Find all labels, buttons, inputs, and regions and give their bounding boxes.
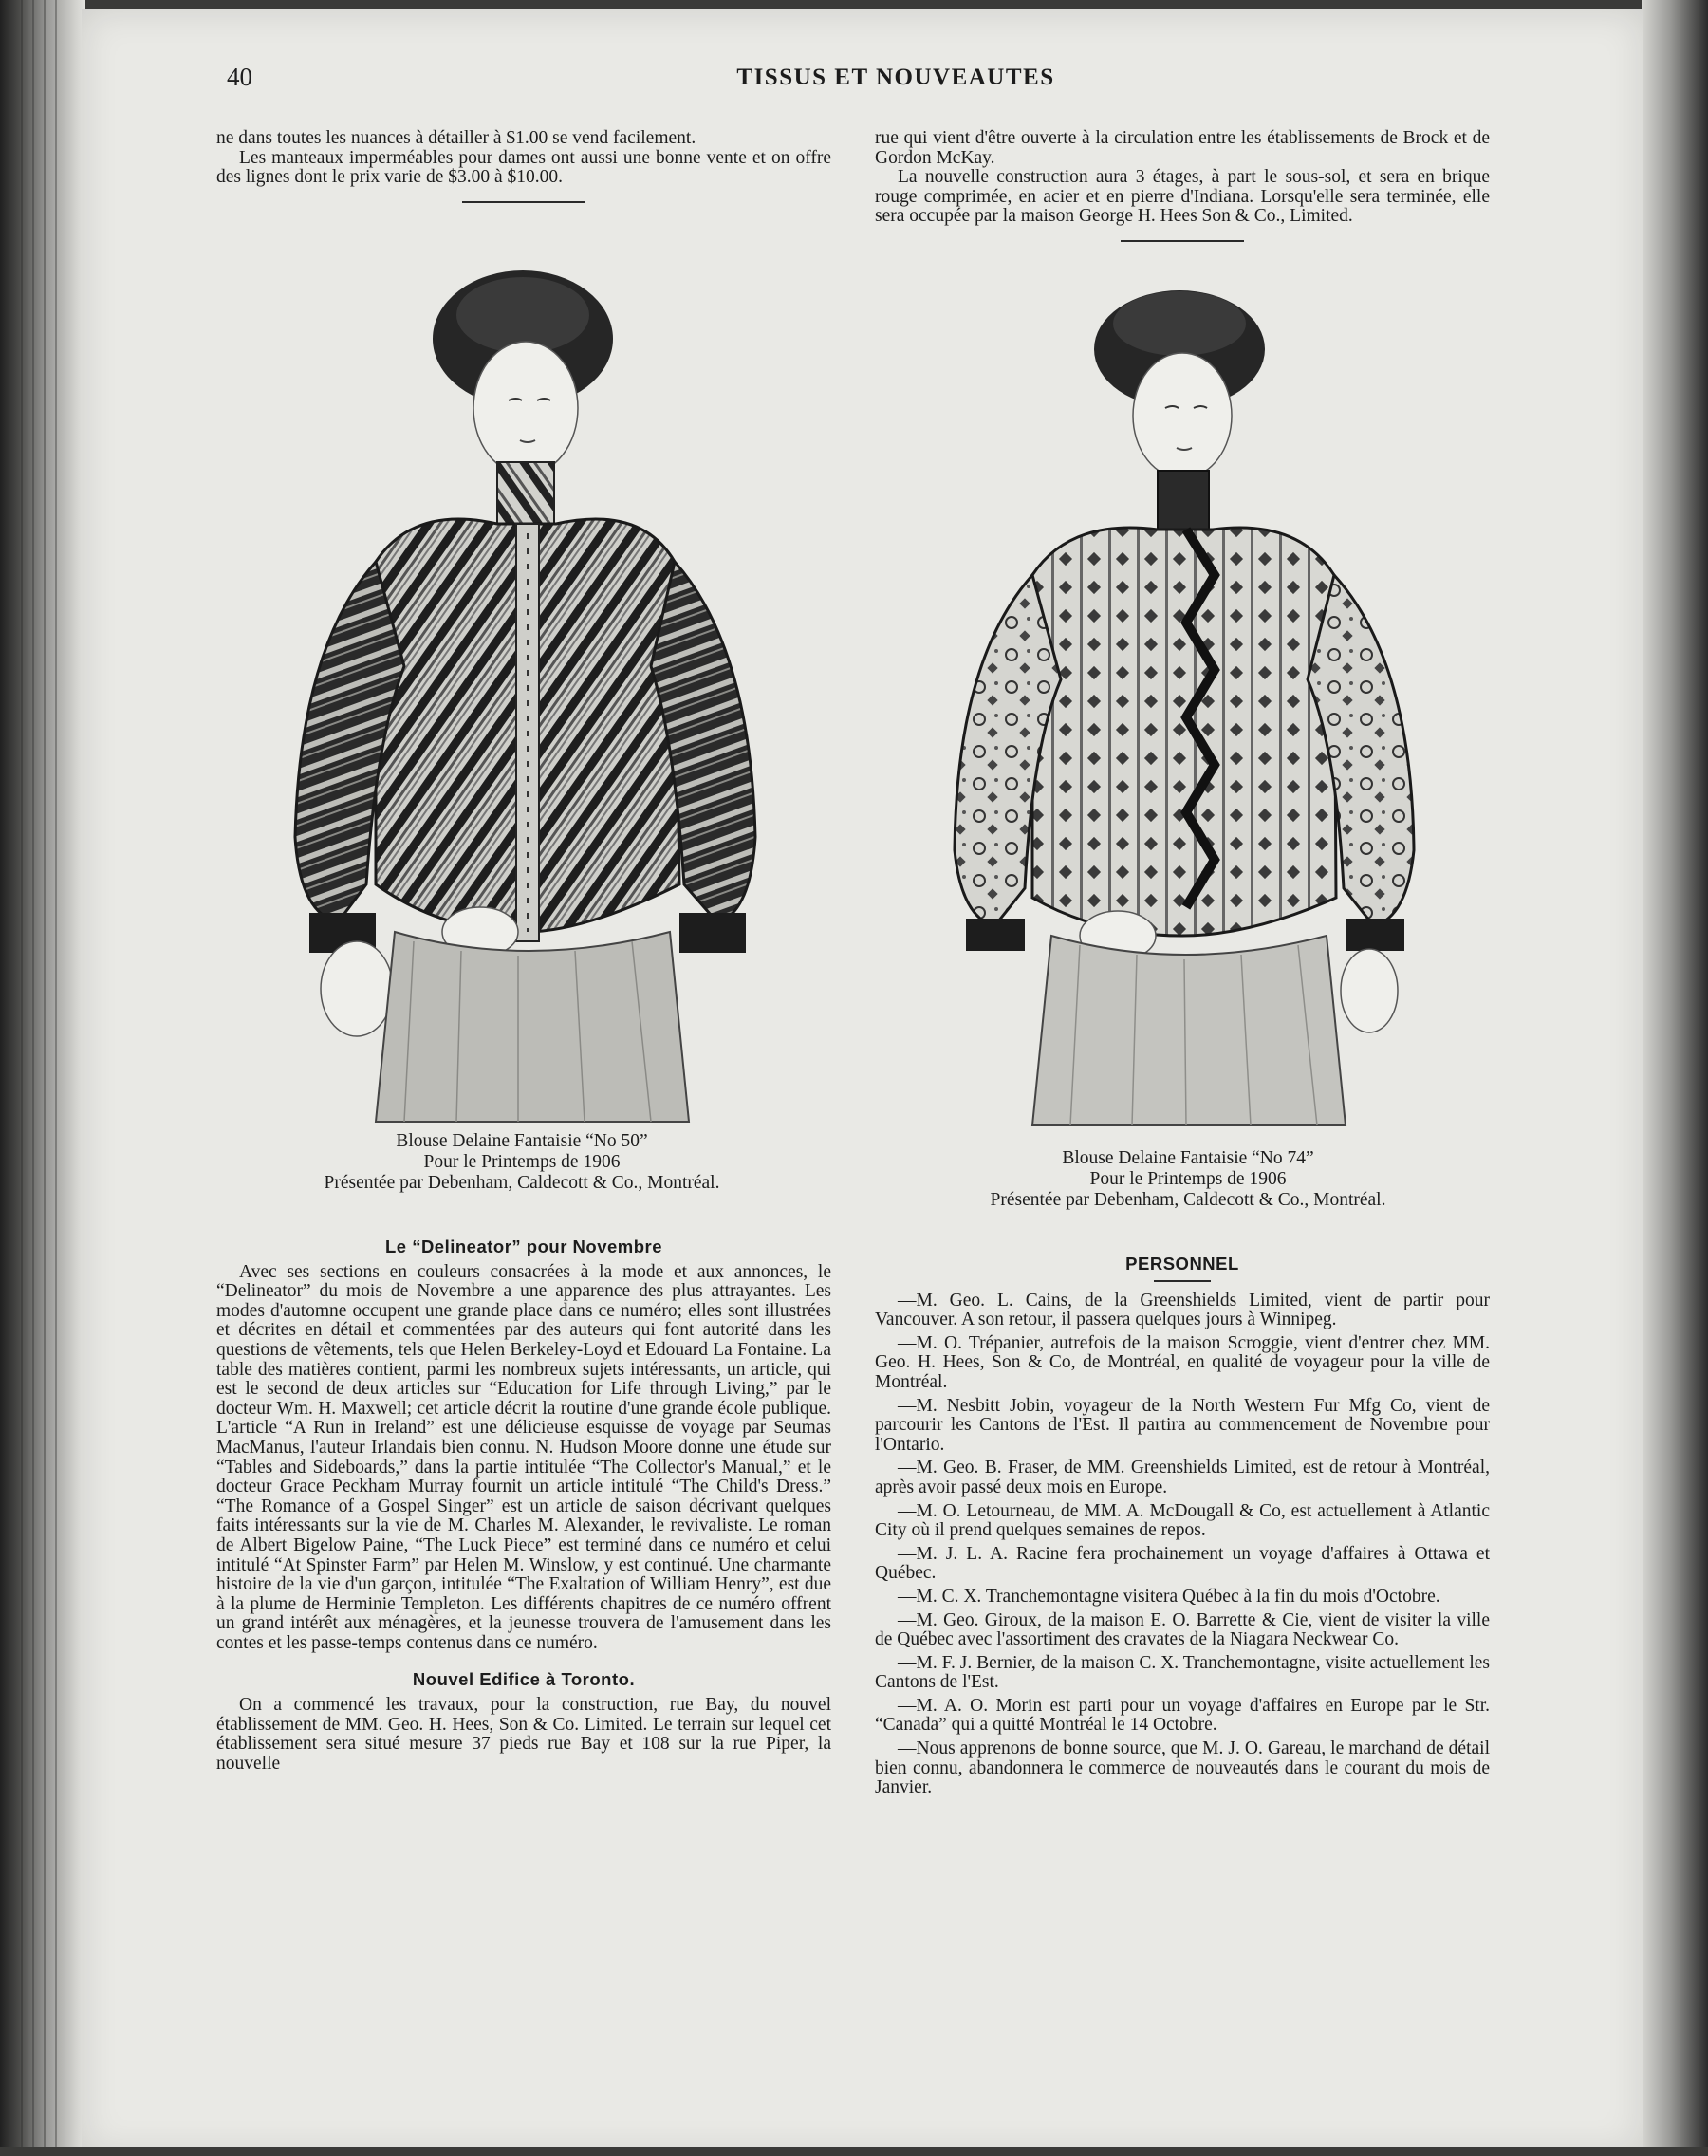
- left-intro-paragraph: Les manteaux imperméables pour dames ont aussi une bonne vente et on offre des lignes dont le prix varie de $3.00 à $10.00.: [216, 147, 831, 188]
- right-column-intro: [875, 129, 1490, 251]
- bottom-edge: [0, 2147, 1708, 2156]
- personnel-item: —M. C. X. Tranchemontagne visitera Québec à la fin du mois d'Octobre.: [898, 1586, 1440, 1607]
- personnel-item: —Nous apprenons de bonne source, que M. J. O. Gareau, le marchand de détail bien connu, abandonnera le commerce de nouveautés dans le courant du mois de Janvier.: [875, 1738, 1490, 1798]
- personnel-item: —M. A. O. Morin est parti pour un voyage d'affaires en Europe par le Str. “Canada” qui a quitté Montréal le 14 Octobre.: [875, 1695, 1490, 1736]
- journal-title: TISSUS ET NOUVEAUTES: [736, 65, 1055, 90]
- section-title-delineator: Le “Delineator” pour Novembre: [384, 1236, 663, 1256]
- delineator-paragraph: Avec ses sections en couleurs consacrées à la mode et aux annonces, le “Delineator” du mois de Novembre a une apparence des plus attrayantes. Les modes d'automne occupent une grande place dans ce numéro; elles sont illustrées et décrites en détail et commentées par des auteurs qui font autorité dans les questions de vêtements, tels que Helen Berkeley-Loyd et Edouard La Fontaine. La table des matières contient, parmi les nombreux sujets intéressants, un article, qui est le second de deux articles sur “Education for Life through Living,” par le docteur Wm. H. Maxwell; cet article décrit la routine d'une grande école publique. L'article “A Run in Ireland” est une délicieuse esquisse de voyage par Seumas MacManus, l'auteur Irlandais bien connu. N. Hudson Moore donne une étude sur “Tables and Sideboards,” dans la partie intitulée “The Collector's Manual,” et le docteur Grace Peckham Murray fournit un article intitulé “The Child's Dress.” “The Romance of a Gospel Singer” est un article de saison décrivant quelques faits intéressants sur la vie de M. Charles M. Alexander, le revivaliste. Le roman de Albert Bigelow Paine, “The Luck Piece” est terminé dans ce numéro et celui intitulé “At Spinster Farm” par Helen M. Winslow, y est continué. Une charmante histoire de la vie d'un garçon, intitulée “The Exaltation of William Henry”, est due à la plume de Herminie Templeton. Les différents chapitres de ce numéro offrent un grand intérêt aux ménagères, et la jeunesse trouvera de l'amusement dans les contes et les passe-temps contenus dans ce numéro.: [216, 1261, 831, 1653]
- divider: [462, 201, 585, 203]
- right-intro-paragraph: rue qui vient d'être ouverte à la circulation entre les établissements de Brock et de Gordon McKay.: [875, 128, 1490, 168]
- caption-line: Présentée par Debenham, Caldecott & Co., Montréal.: [990, 1190, 1386, 1210]
- left-column-intro: [216, 129, 831, 213]
- section-title-toronto: Nouvel Edifice à Toronto.: [412, 1669, 636, 1690]
- toronto-paragraph: On a commencé les travaux, pour la construction, rue Bay, du nouvel établissement de MM. Geo. H. Hees, Son & Co. Limited. Le terrain sur lequel cet établissement sera situé mesure 37 pieds rue Bay et 108 sur la rue Piper, la nouvelle: [216, 1695, 831, 1774]
- figure-caption-no-74: [903, 1148, 1473, 1211]
- book-right-edge: [1642, 0, 1708, 2156]
- delineator-article: [216, 1228, 831, 1774]
- caption-line: Pour le Printemps de 1906: [1089, 1169, 1287, 1189]
- personnel-item: —M. Geo. L. Cains, de la Greenshields Limited, vient de partir pour Vancouver. A son retour, il passera quelques jours à Winnipeg.: [875, 1290, 1490, 1330]
- section-title-personnel: PERSONNEL: [1125, 1254, 1239, 1273]
- divider: [1154, 1280, 1211, 1282]
- personnel-item: —M. J. L. A. Racine fera prochainement un voyage d'affaires à Ottawa et Québec.: [875, 1543, 1490, 1584]
- personnel-item: —M. Geo. B. Fraser, de MM. Greenshields Limited, est de retour à Montréal, après avoir passé deux mois en Europe.: [875, 1458, 1490, 1497]
- right-intro-paragraph: La nouvelle construction aura 3 étages, à part le sous-sol, et sera en brique rouge comprimée, en acier et en pierre d'Indiana. Lorsqu'elle sera terminée, elle sera occupée par la maison George H. Hees Son & Co., Limited.: [875, 167, 1490, 227]
- caption-line: Blouse Delaine Fantaisie “No 50”: [396, 1131, 648, 1151]
- personnel-item: —M. O. Letourneau, de MM. A. McDougall & Co, est actuellement à Atlantic City où il prend quelques semaines de repos.: [875, 1500, 1490, 1541]
- figure-caption-no-50: [245, 1131, 799, 1194]
- personnel-item: —M. O. Trépanier, autrefois de la maison Scroggie, vient d'entrer chez MM. Geo. H. Hees, Son & Co, de Montréal, en qualité de voyageur pour la ville de Montréal.: [875, 1332, 1490, 1392]
- book-left-edge: [0, 0, 85, 2156]
- personnel-section: [875, 1245, 1490, 1798]
- page-header: [82, 59, 1643, 97]
- magazine-page: [82, 9, 1643, 2154]
- caption-line: Présentée par Debenham, Caldecott & Co., Montréal.: [324, 1173, 720, 1193]
- left-intro-paragraph: ne dans toutes les nuances à détailler à $1.00 se vend facilement.: [216, 128, 696, 148]
- blouse-illustration-no-50: [271, 268, 774, 1133]
- page-number: 40: [227, 63, 252, 91]
- divider: [1121, 240, 1244, 242]
- personnel-item: —M. Geo. Giroux, de la maison E. O. Barrette & Cie, vient de visiter la ville de Québec avec l'assortiment des cravates de la Niagara Neckwear Co.: [875, 1609, 1490, 1650]
- caption-line: Pour le Printemps de 1906: [423, 1152, 621, 1172]
- personnel-item: —M. Nesbitt Jobin, voyageur de la North Western Fur Mfg Co, vient de parcourir les Cantons de l'Est. Il partira au commencement de Novembre pour l'Ontario.: [875, 1395, 1490, 1455]
- personnel-item: —M. F. J. Bernier, de la maison C. X. Tranchemontagne, visite actuellement les Cantons de l'Est.: [875, 1652, 1490, 1693]
- caption-line: Blouse Delaine Fantaisie “No 74”: [1062, 1148, 1314, 1168]
- blouse-illustration-no-74: [938, 290, 1431, 1141]
